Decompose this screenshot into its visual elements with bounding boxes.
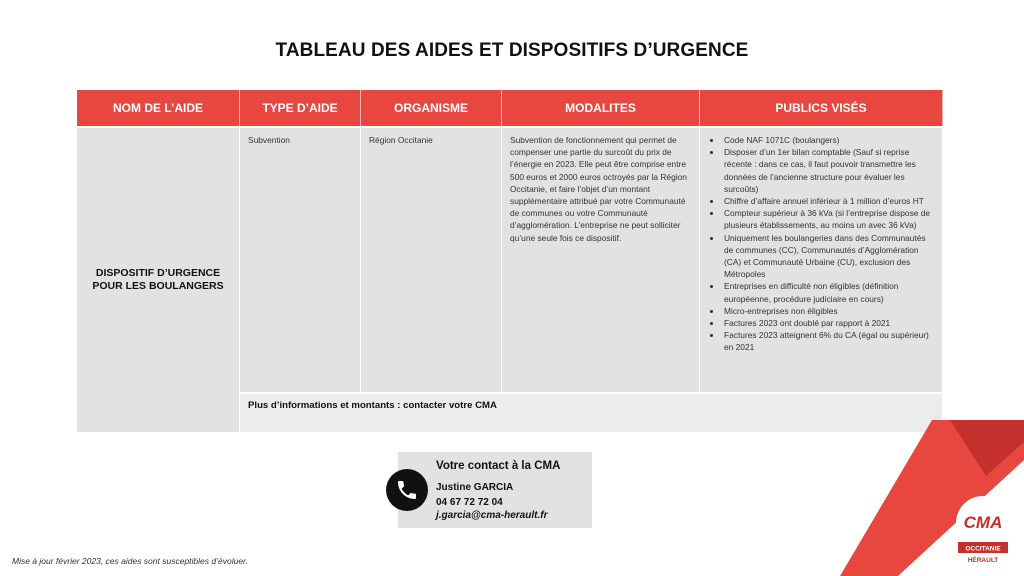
publics-item: • Micro-entreprises non éligibles: [722, 305, 934, 317]
aide-modalites-cell: Subvention de fonctionnement qui permet de compenser une partie du surcoût du prix de l’énergie en 2023. Elle peut être comprise entre 500 euros et 2000 euros octroyés par la Région Occitanie, et faire l’objet d’un montant supplémentaire attribué par votre Communauté de communes ou votre Communauté d’agglomération. L’entreprise ne peut solliciter qu’une seule fois ce dispositif.: [502, 126, 700, 392]
publics-item: • Factures 2023 atteignent 6% du CA (égal ou supérieur) en 2021: [722, 329, 934, 353]
aide-type-cell: Subvention: [240, 126, 361, 392]
aide-organisme-cell: Région Occitanie: [361, 126, 502, 392]
contact-name: Justine GARCIA: [436, 482, 514, 493]
cma-logo-decoration: [840, 420, 1024, 576]
logo-region-text: OCCITANIE: [965, 545, 1001, 553]
publics-item: • Entreprises en difficulté non éligibles (définition européenne, procédure judiciaire en cours): [722, 280, 934, 304]
logo-dept-text: HÉRAULT: [967, 557, 999, 564]
contact-phone[interactable]: 04 67 72 72 04: [436, 497, 503, 508]
info-cell: Plus d’informations et montants : contacter votre CMA: [240, 392, 943, 432]
publics-item: • Compteur supérieur à 36 kVa (si l’entreprise dispose de plusieurs établissements, au moins un avec 36 kVa): [722, 207, 934, 231]
header-publics: PUBLICS VISÉS: [700, 90, 943, 126]
publics-list: [708, 134, 934, 354]
publics-item: • Code NAF 1071C (boulangers): [722, 134, 934, 146]
header-type: TYPE D’AIDE: [240, 90, 361, 126]
phone-icon: [386, 469, 428, 511]
publics-item: • Uniquement les boulangeries dans des Communautés de communes (CC), Communautés d’Agglomération (CA) et Communauté Urbaine (CU), exclusion des Métropoles: [722, 232, 934, 281]
publics-item: • Chiffre d’affaire annuel inférieur à 1 million d’euros HT: [722, 195, 934, 207]
contact-email-link[interactable]: j.garcia@cma-herault.fr: [436, 510, 548, 521]
logo-text: CMA: [963, 513, 1003, 532]
header-nom: NOM DE L’AIDE: [77, 90, 240, 126]
header-organisme: ORGANISME: [361, 90, 502, 126]
page-title: TABLEAU DES AIDES ET DISPOSITIFS D’URGENCE: [275, 40, 749, 61]
publics-item: • Factures 2023 ont doublé par rapport à 2021: [722, 317, 934, 329]
aide-name-cell: DISPOSITIF D’URGENCE POUR LES BOULANGERS: [77, 126, 240, 432]
aides-table: [77, 90, 943, 432]
header-modalites: MODALITES: [502, 90, 700, 126]
contact-title: Votre contact à la CMA: [436, 460, 561, 472]
aide-publics-cell: [700, 126, 943, 392]
footnote: Mise à jour février 2023, ces aides sont susceptibles d’évoluer.: [12, 556, 248, 566]
publics-item: • Disposer d’un 1er bilan comptable (Sauf si reprise récente : dans ce cas, il faut pouvoir transmettre les données de l’ancienne structure pour évaluer les surcoûts): [722, 146, 934, 195]
